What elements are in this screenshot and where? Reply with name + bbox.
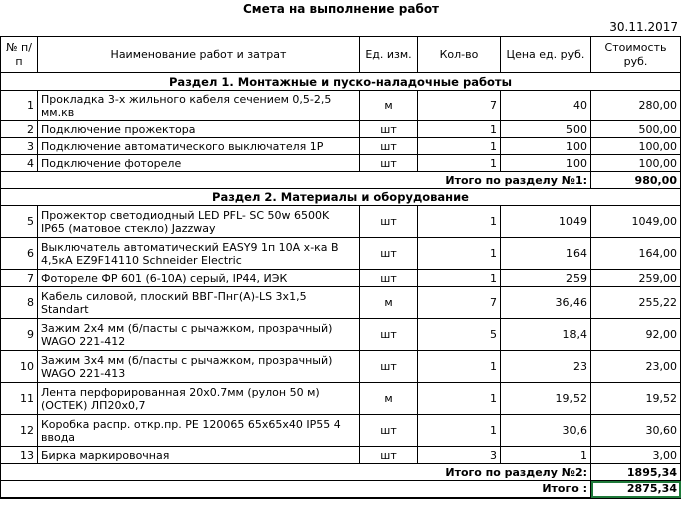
- cell-num[interactable]: 13: [1, 447, 38, 464]
- cell-cost[interactable]: 1049,00: [591, 206, 681, 238]
- cell-price[interactable]: 1049: [501, 206, 591, 238]
- header-num[interactable]: № п/п: [1, 37, 38, 73]
- cell-cost[interactable]: 100,00: [591, 155, 681, 172]
- table-row: [1, 383, 681, 415]
- cell-cost[interactable]: 3,00: [591, 447, 681, 464]
- cell-num[interactable]: 10: [1, 351, 38, 383]
- grand-total-label[interactable]: Итого :: [1, 481, 591, 498]
- table-row: [1, 415, 681, 447]
- section1-total-row: [1, 172, 681, 189]
- cell-unit[interactable]: шт: [360, 415, 418, 447]
- cell-cost[interactable]: 92,00: [591, 319, 681, 351]
- cell-unit[interactable]: шт: [360, 206, 418, 238]
- table-row: [1, 270, 681, 287]
- cell-cost[interactable]: 255,22: [591, 287, 681, 319]
- cell-name[interactable]: Прожектор светодиодный LED PFL- SC 50w 6500K IP65 (матовое стекло) Jazzway: [38, 206, 360, 238]
- table-row: [1, 319, 681, 351]
- header-cost[interactable]: Стоимость руб.: [591, 37, 681, 73]
- cell-unit[interactable]: шт: [360, 138, 418, 155]
- cell-price[interactable]: 100: [501, 138, 591, 155]
- section2-total-value[interactable]: 1895,34: [591, 464, 681, 481]
- cell-qty[interactable]: 1: [418, 351, 501, 383]
- cell-num[interactable]: 4: [1, 155, 38, 172]
- cell-unit[interactable]: шт: [360, 319, 418, 351]
- cell-price[interactable]: 1: [501, 447, 591, 464]
- cell-num[interactable]: 1: [1, 91, 38, 121]
- cell-num[interactable]: 7: [1, 270, 38, 287]
- cell-name[interactable]: Зажим 3х4 мм (б/пасты с рычажком, прозрачный) WAGO 221-413: [38, 351, 360, 383]
- section2-title[interactable]: Раздел 2. Материалы и оборудование: [1, 189, 681, 206]
- cell-unit[interactable]: шт: [360, 270, 418, 287]
- cell-unit[interactable]: шт: [360, 351, 418, 383]
- cell-cost[interactable]: 19,52: [591, 383, 681, 415]
- cell-qty[interactable]: 7: [418, 91, 501, 121]
- cell-num[interactable]: 9: [1, 319, 38, 351]
- cell-qty[interactable]: 1: [418, 138, 501, 155]
- table-row: [1, 138, 681, 155]
- cell-unit[interactable]: шт: [360, 155, 418, 172]
- section1-total-label[interactable]: Итого по разделу №1:: [1, 172, 591, 189]
- cell-cost[interactable]: 100,00: [591, 138, 681, 155]
- cell-price[interactable]: 100: [501, 155, 591, 172]
- cell-name[interactable]: Выключатель автоматический EASY9 1п 10А х-ка В 4,5кА EZ9F14110 Schneider Electric: [38, 238, 360, 270]
- cell-qty[interactable]: 1: [418, 121, 501, 138]
- cell-cost[interactable]: 30,60: [591, 415, 681, 447]
- cell-price[interactable]: 40: [501, 91, 591, 121]
- cell-price[interactable]: 23: [501, 351, 591, 383]
- cell-price[interactable]: 30,6: [501, 415, 591, 447]
- cell-qty[interactable]: 3: [418, 447, 501, 464]
- cell-qty[interactable]: 7: [418, 287, 501, 319]
- cell-num[interactable]: 11: [1, 383, 38, 415]
- cell-unit[interactable]: м: [360, 287, 418, 319]
- document-date: 30.11.2017: [609, 20, 678, 34]
- cell-price[interactable]: 36,46: [501, 287, 591, 319]
- table-row: [1, 121, 681, 138]
- estimate-table: [0, 36, 681, 499]
- cell-qty[interactable]: 1: [418, 238, 501, 270]
- header-row: [1, 37, 681, 73]
- cell-qty[interactable]: 1: [418, 270, 501, 287]
- cell-num[interactable]: 12: [1, 415, 38, 447]
- table-row: [1, 155, 681, 172]
- cell-name[interactable]: Подключение фотореле: [38, 155, 360, 172]
- cell-cost[interactable]: 500,00: [591, 121, 681, 138]
- cell-name[interactable]: Кабель силовой, плоский ВВГ-Пнг(А)-LS 3х1,5 Standart: [38, 287, 360, 319]
- cell-name[interactable]: Лента перфорированная 20х0.7мм (рулон 50 м) (ОСТЕК) ЛП20х0,7: [38, 383, 360, 415]
- header-name[interactable]: Наименование работ и затрат: [38, 37, 360, 73]
- section2-total-row: [1, 464, 681, 481]
- table-row: [1, 447, 681, 464]
- cell-cost[interactable]: 259,00: [591, 270, 681, 287]
- cell-num[interactable]: 6: [1, 238, 38, 270]
- cell-unit[interactable]: шт: [360, 121, 418, 138]
- table-row: [1, 287, 681, 319]
- cell-qty[interactable]: 1: [418, 206, 501, 238]
- section1-title[interactable]: Раздел 1. Монтажные и пуско-наладочные работы: [1, 73, 681, 91]
- cell-unit[interactable]: шт: [360, 447, 418, 464]
- cell-name[interactable]: Бирка маркировочная: [38, 447, 360, 464]
- cell-name[interactable]: Подключение прожектора: [38, 121, 360, 138]
- header-unit[interactable]: Ед. изм.: [360, 37, 418, 73]
- cell-qty[interactable]: 1: [418, 155, 501, 172]
- header-price[interactable]: Цена ед. руб.: [501, 37, 591, 73]
- table-row: [1, 206, 681, 238]
- cell-num[interactable]: 8: [1, 287, 38, 319]
- header-qty[interactable]: Кол-во: [418, 37, 501, 73]
- cell-price[interactable]: 164: [501, 238, 591, 270]
- cell-price[interactable]: 500: [501, 121, 591, 138]
- cell-name[interactable]: Фотореле ФР 601 (6-10А) серый, IP44, ИЭК: [38, 270, 360, 287]
- cell-cost[interactable]: 280,00: [591, 91, 681, 121]
- grand-total-value[interactable]: 2875,34: [591, 481, 681, 498]
- cell-name[interactable]: Зажим 2х4 мм (б/пасты с рычажком, прозрачный) WAGO 221-412: [38, 319, 360, 351]
- cell-num[interactable]: 3: [1, 138, 38, 155]
- cell-name[interactable]: Прокладка 3-х жильного кабеля сечением 0,5-2,5 мм.кв: [38, 91, 360, 121]
- cell-price[interactable]: 259: [501, 270, 591, 287]
- cell-qty[interactable]: 5: [418, 319, 501, 351]
- section1-total-value[interactable]: 980,00: [591, 172, 681, 189]
- table-row: [1, 351, 681, 383]
- cell-qty[interactable]: 1: [418, 383, 501, 415]
- section-row: [1, 189, 681, 206]
- cell-name[interactable]: Коробка распр. откр.пр. PE 120065 65х65х40 IP55 4 ввода: [38, 415, 360, 447]
- cell-num[interactable]: 5: [1, 206, 38, 238]
- cell-qty[interactable]: 1: [418, 415, 501, 447]
- table-row: [1, 91, 681, 121]
- cell-num[interactable]: 2: [1, 121, 38, 138]
- cell-price[interactable]: 18,4: [501, 319, 591, 351]
- section2-total-label[interactable]: Итого по разделу №2:: [1, 464, 591, 481]
- section-row: [1, 73, 681, 91]
- cell-cost[interactable]: 164,00: [591, 238, 681, 270]
- table-row: [1, 238, 681, 270]
- cell-unit[interactable]: шт: [360, 238, 418, 270]
- document-title: Смета на выполнение работ: [242, 2, 440, 16]
- cell-price[interactable]: 19,52: [501, 383, 591, 415]
- grand-total-row: [1, 481, 681, 498]
- cell-unit[interactable]: м: [360, 91, 418, 121]
- cell-name[interactable]: Подключение автоматического выключателя 1Р: [38, 138, 360, 155]
- cell-unit[interactable]: м: [360, 383, 418, 415]
- cell-cost[interactable]: 23,00: [591, 351, 681, 383]
